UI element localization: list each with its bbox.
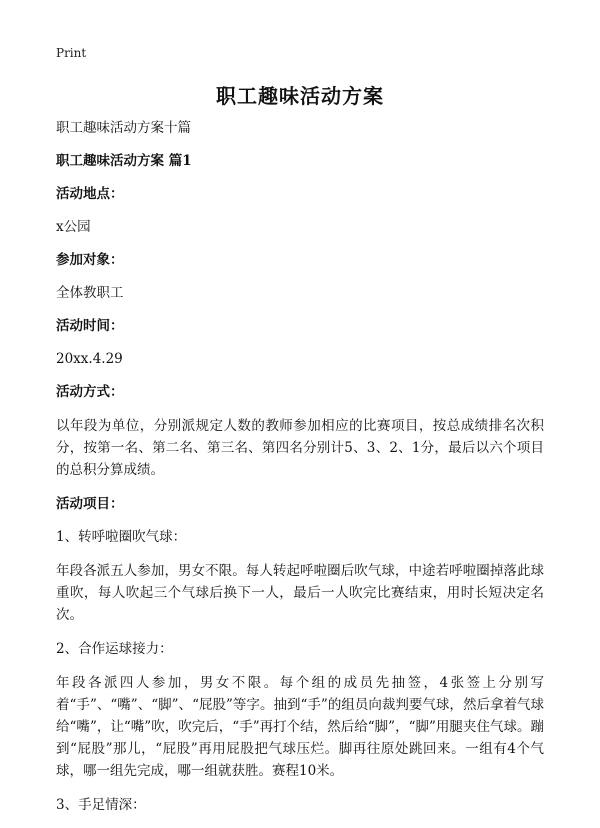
item-2-title: 2、合作运球接力： xyxy=(56,641,173,657)
method-paragraph: 以年段为单位，分别派规定人数的教师参加相应的比赛项目，按总成绩排名次积分，按第一名、第二名、第三名、第四名分别计5、3、2、1分，最后以六个项目的总积分算成绩。 xyxy=(56,418,544,478)
time-label: 活动时间： xyxy=(56,318,124,334)
location-label: 活动地点： xyxy=(56,186,124,202)
section-title: 职工趣味活动方案 篇1 xyxy=(56,153,192,169)
document-title: 职工趣味活动方案 xyxy=(216,84,384,108)
participants-value: 全体教职工 xyxy=(56,285,124,301)
item-1-title: 1、转呼啦圈吹气球： xyxy=(56,529,187,545)
items-label: 活动项目： xyxy=(56,496,124,512)
location-value: x公园 xyxy=(56,219,91,235)
participants-label: 参加对象： xyxy=(56,252,124,268)
item-1-paragraph: 年段各派五人参加，男女不限。每人转起呼啦圈后吹气球，中途若呼啦圈掉落此球重吹，每人吹起三个气球后换下一人，最后一人吹完比赛结束，用时长短决定名次。 xyxy=(56,563,544,623)
time-value: 20xx.4.29 xyxy=(56,351,123,367)
print-label: Print xyxy=(56,46,87,60)
method-label: 活动方式： xyxy=(56,384,124,400)
item-2-paragraph: 年段各派四人参加，男女不限。每个组的成员先抽签，4张签上分别写着“手”、“嘴”、“脚”、“屁股”等字。抽到“手”的组员向裁判要气球，然后拿着气球给“嘴”，让“嘴”吹，吹完后，“手”再打个结，然后给“脚”，“脚”用腿夹住气球。蹦到“屁股”那儿，“屁股”再用屁股把气球压烂。脚再往原处跳回来。一组有4个气球，哪一组先完成，哪一组就获胜。赛程10米。 xyxy=(56,675,544,779)
document-body xyxy=(56,118,544,815)
document-subtitle: 职工趣味活动方案十篇 xyxy=(56,120,191,136)
item-3-title: 3、手足情深： xyxy=(56,797,146,813)
